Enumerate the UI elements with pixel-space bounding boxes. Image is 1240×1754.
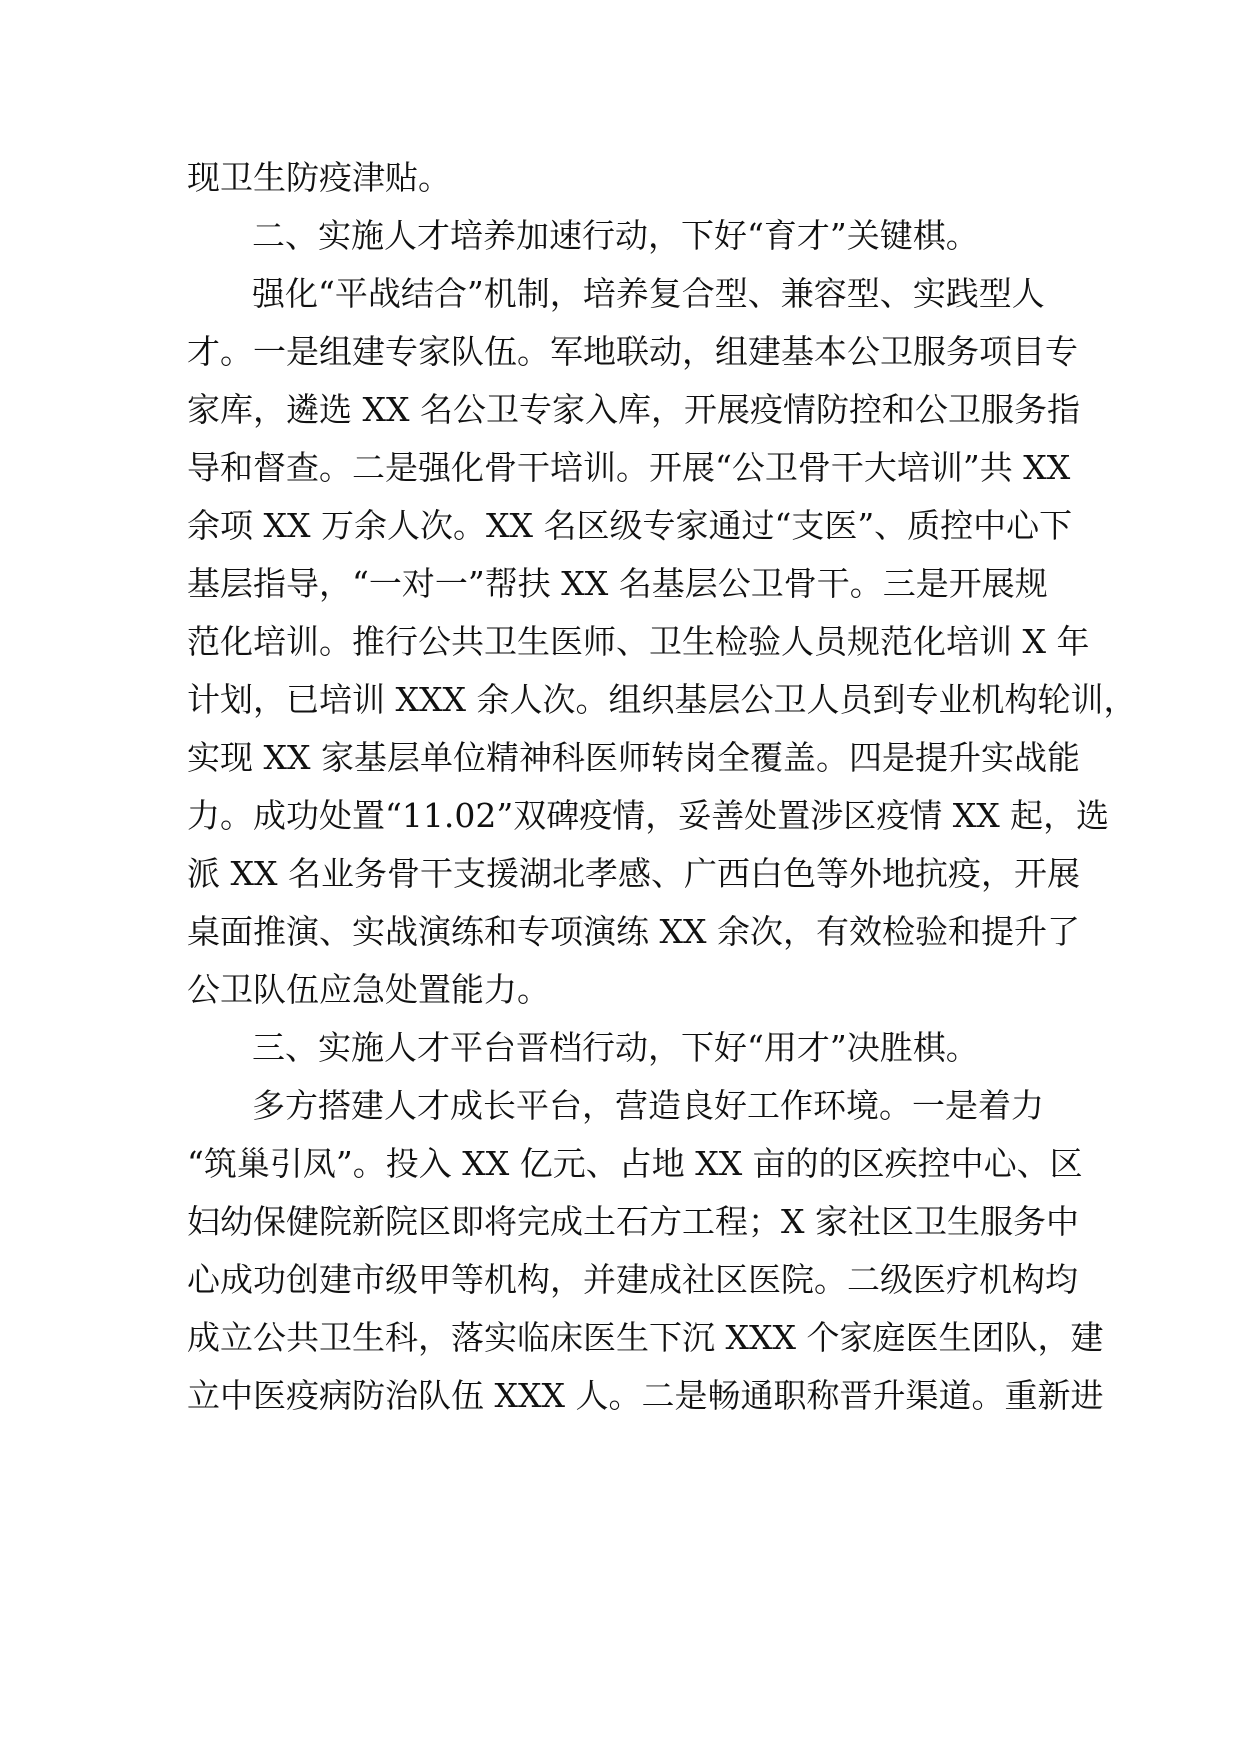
text-line: 实现 XX 家基层单位精神科医师转岗全覆盖。四是提升实战能 — [187, 738, 1080, 777]
section-heading-2: 二、实施人才培养加速行动，下好“育才”关键棋。 — [252, 216, 979, 255]
text-line: 公卫队伍应急处置能力。 — [187, 970, 550, 1009]
text-line: 计划，已培训 XXX 余人次。组织基层公卫人员到专业机构轮训， — [187, 680, 1137, 719]
text-line: 导和督查。二是强化骨干培训。开展“公卫骨干大培训”共 XX — [187, 448, 1071, 487]
text-line: 现卫生防疫津贴。 — [187, 158, 451, 197]
section-heading-3: 三、实施人才平台晋档行动，下好“用才”决胜棋。 — [252, 1028, 979, 1067]
text-line: 才。一是组建专家队伍。军地联动，组建基本公卫服务项目专 — [187, 332, 1078, 371]
text-line: 范化培训。推行公共卫生医师、卫生检验人员规范化培训 X 年 — [187, 622, 1090, 661]
text-line: 心成功创建市级甲等机构，并建成社区医院。二级医疗机构均 — [187, 1260, 1078, 1299]
paragraph-first-line: 强化“平战结合”机制，培养复合型、兼容型、实践型人 — [252, 274, 1045, 313]
text-line: 立中医疫病防治队伍 XXX 人。二是畅通职称晋升渠道。重新进 — [187, 1376, 1104, 1415]
text-line: 妇幼保健院新院区即将完成土石方工程；X 家社区卫生服务中 — [187, 1202, 1079, 1241]
text-line: 基层指导，“一对一”帮扶 XX 名基层公卫骨干。三是开展规 — [187, 564, 1048, 603]
paragraph-first-line: 多方搭建人才成长平台，营造良好工作环境。一是着力 — [252, 1086, 1044, 1125]
text-line: 余项 XX 万余人次。XX 名区级专家通过“支医”、质控中心下 — [187, 506, 1073, 545]
text-line: “筑巢引凤”。投入 XX 亿元、占地 XX 亩的的区疾控中心、区 — [187, 1144, 1083, 1183]
text-line: 力。成功处置“11.02”双碑疫情，妥善处置涉区疫情 XX 起，选 — [187, 796, 1110, 835]
text-line: 成立公共卫生科，落实临床医生下沉 XXX 个家庭医生团队，建 — [187, 1318, 1104, 1357]
text-line: 桌面推演、实战演练和专项演练 XX 余次，有效检验和提升了 — [187, 912, 1080, 951]
text-line: 派 XX 名业务骨干支援湖北孝感、广西白色等外地抗疫，开展 — [187, 854, 1080, 893]
text-line: 家库，遴选 XX 名公卫专家入库，开展疫情防控和公卫服务指 — [187, 390, 1080, 429]
